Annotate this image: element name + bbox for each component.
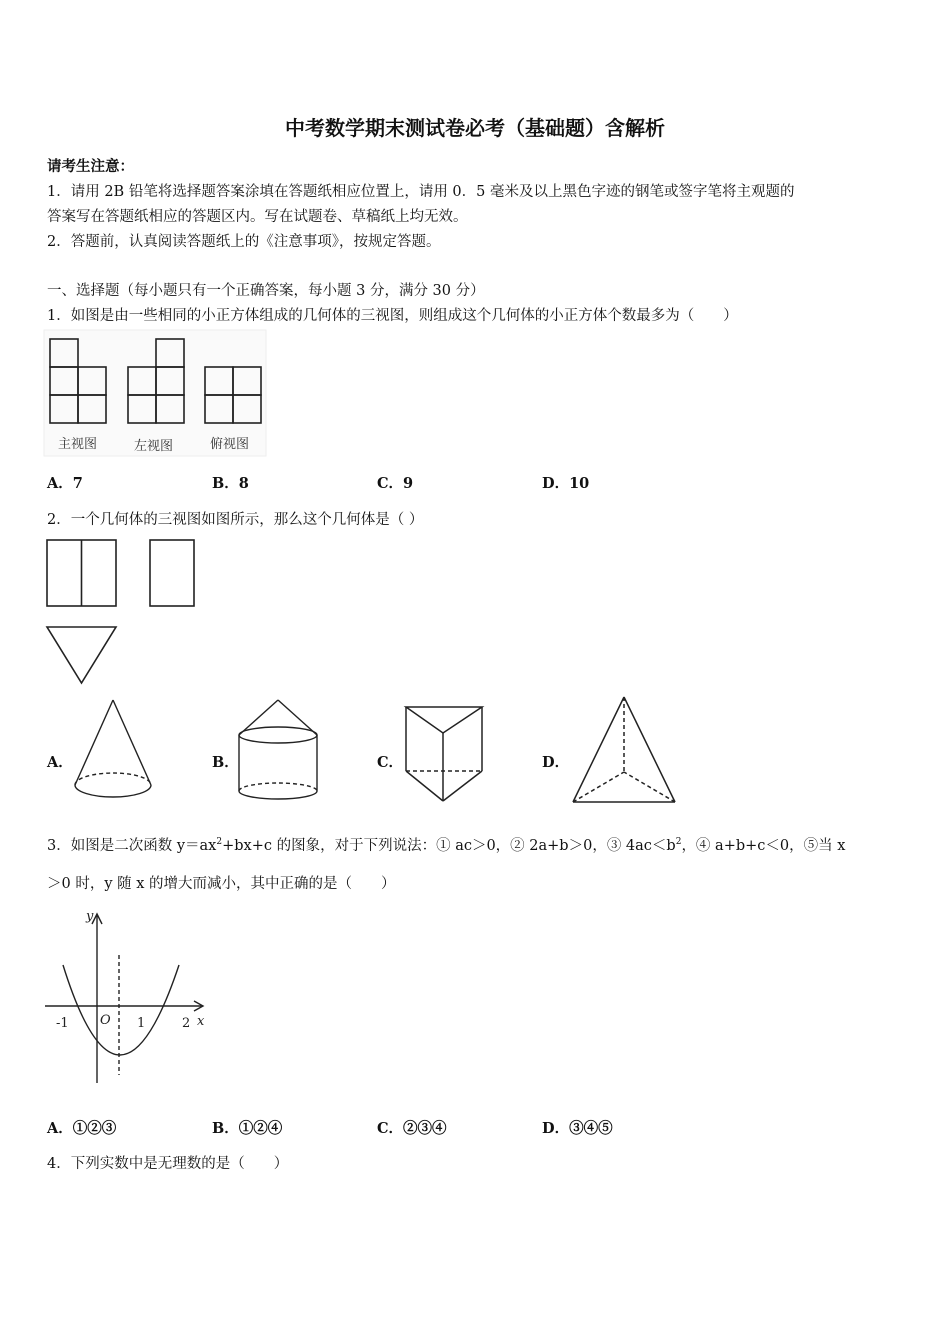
q1-stem: 1．如图是由一些相同的小正方体组成的几何体的三视图，则组成这个几何体的小正方体个数最多为（ ） (47, 308, 738, 324)
q2-option-c: C． (377, 754, 404, 771)
q1-front-view-label: 主视图 (58, 437, 98, 452)
q3-stem-line-1 (47, 834, 845, 855)
q3-y-axis-label: y (86, 909, 94, 924)
q3-tick-1: 1 (137, 1016, 146, 1031)
q3-option-d: D．③④⑤ (542, 1120, 613, 1137)
q3-option-c: C．②③④ (377, 1120, 447, 1137)
q2-cone-figure (72, 697, 154, 803)
q1-three-views-figure (44, 330, 269, 458)
q2-triangular-pyramid-figure (570, 694, 678, 806)
q3-tick-2: 2 (182, 1016, 191, 1031)
q2-option-a: A． (47, 754, 73, 771)
q3-x-axis-label: x (197, 1014, 205, 1029)
q1-top-view-label: 俯视图 (210, 437, 250, 452)
q2-option-b: B． (212, 754, 239, 771)
q2-option-d: D． (542, 754, 570, 771)
q1-left-view-label: 左视图 (134, 439, 174, 454)
q2-cylinder-cone-figure (236, 697, 320, 805)
notice-item-1-line-2: 答案写在答题纸相应的答题区内。写在试题卷、草稿纸上均无效。 (47, 209, 468, 225)
q3-stem-line-2: ＞0 时，y 随 x 的增大而减小，其中正确的是（ ） (47, 876, 396, 892)
q4-stem: 4．下列实数中是无理数的是（ ） (47, 1156, 289, 1172)
q1-option-d: D．10 (542, 475, 590, 492)
q2-stem: 2．一个几何体的三视图如图所示，那么这个几何体是（ ） (47, 512, 424, 528)
q1-option-a: A．7 (47, 475, 83, 492)
q3-option-a: A．①②③ (47, 1120, 117, 1137)
notice-heading: 请考生注意： (47, 158, 134, 175)
page-title: 中考数学期末测试卷必考（基础题）含解析 (285, 116, 665, 140)
q3-option-b: B．①②④ (212, 1120, 283, 1137)
q3-tick-neg1: -1 (56, 1016, 69, 1031)
q1-option-b: B．8 (212, 475, 249, 492)
q3-stem-superscript-1: 2 (216, 837, 223, 848)
q2-three-views-figure (44, 537, 204, 687)
q3-stem-part-c: ，④ a+b+c＜0，⑤当 x (681, 838, 846, 854)
q3-origin-label: O (100, 1013, 111, 1028)
q1-option-c: C．9 (377, 475, 414, 492)
section-heading: 一、选择题（每小题只有一个正确答案，每小题 3 分，满分 30 分） (47, 283, 485, 299)
notice-item-2: 2．答题前，认真阅读答题纸上的《注意事项》，按规定答题。 (47, 234, 441, 250)
q3-stem-part-b: +bx+c 的图象，对于下列说法：① ac＞0，② 2a+b＞0，③ 4ac＜b (222, 838, 676, 854)
q3-stem-superscript-2: 2 (675, 837, 682, 848)
q3-stem-part-a: 3．如图是二次函数 y＝ax (47, 838, 217, 854)
q3-parabola-graph (42, 905, 217, 1085)
notice-item-1-line-1: 1．请用 2B 铅笔将选择题答案涂填在答题纸相应位置上，请用 0．5 毫米及以上黑色字迹的钢笔或签字笔将主观题的 (47, 184, 795, 200)
q2-triangular-prism-figure (403, 703, 487, 805)
